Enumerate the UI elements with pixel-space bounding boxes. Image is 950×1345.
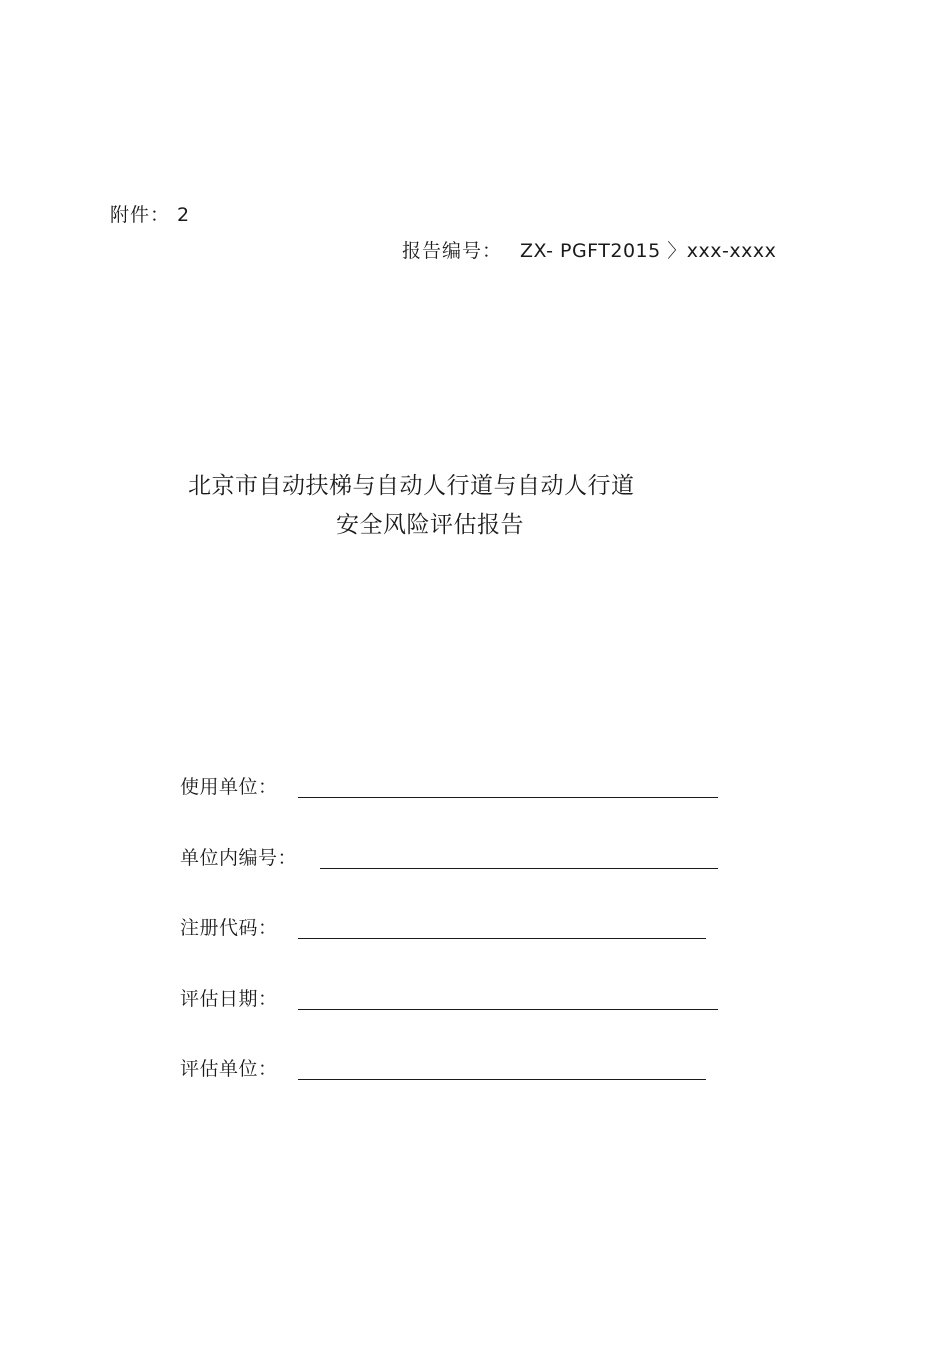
field-label: 注册代码： <box>180 917 278 939</box>
field-assessment-unit <box>180 1054 720 1084</box>
document-title-line1: 北京市自动扶梯与自动人行道与自动人行道 <box>188 473 635 499</box>
report-number <box>402 236 776 263</box>
field-assessment-date <box>180 984 720 1014</box>
field-blank-line[interactable] <box>298 938 706 939</box>
field-blank-line[interactable] <box>298 797 718 798</box>
field-blank-line[interactable] <box>298 1009 718 1010</box>
field-label: 使用单位： <box>180 776 278 798</box>
report-number-value: ZX- PGFT2015 〉xxx-xxxx <box>520 240 777 262</box>
field-blank-line[interactable] <box>298 1079 706 1080</box>
field-user-unit <box>180 772 720 802</box>
attachment-label: 附件： 2 <box>110 204 191 226</box>
field-blank-line[interactable] <box>320 868 718 869</box>
report-number-label: 报告编号： <box>402 240 503 262</box>
field-label: 评估单位： <box>180 1058 278 1080</box>
field-registration-code <box>180 913 720 943</box>
field-label: 评估日期： <box>180 988 278 1010</box>
document-title-line2: 安全风险评估报告 <box>336 512 524 538</box>
field-unit-internal-number <box>180 843 720 873</box>
field-label: 单位内编号： <box>180 847 298 869</box>
